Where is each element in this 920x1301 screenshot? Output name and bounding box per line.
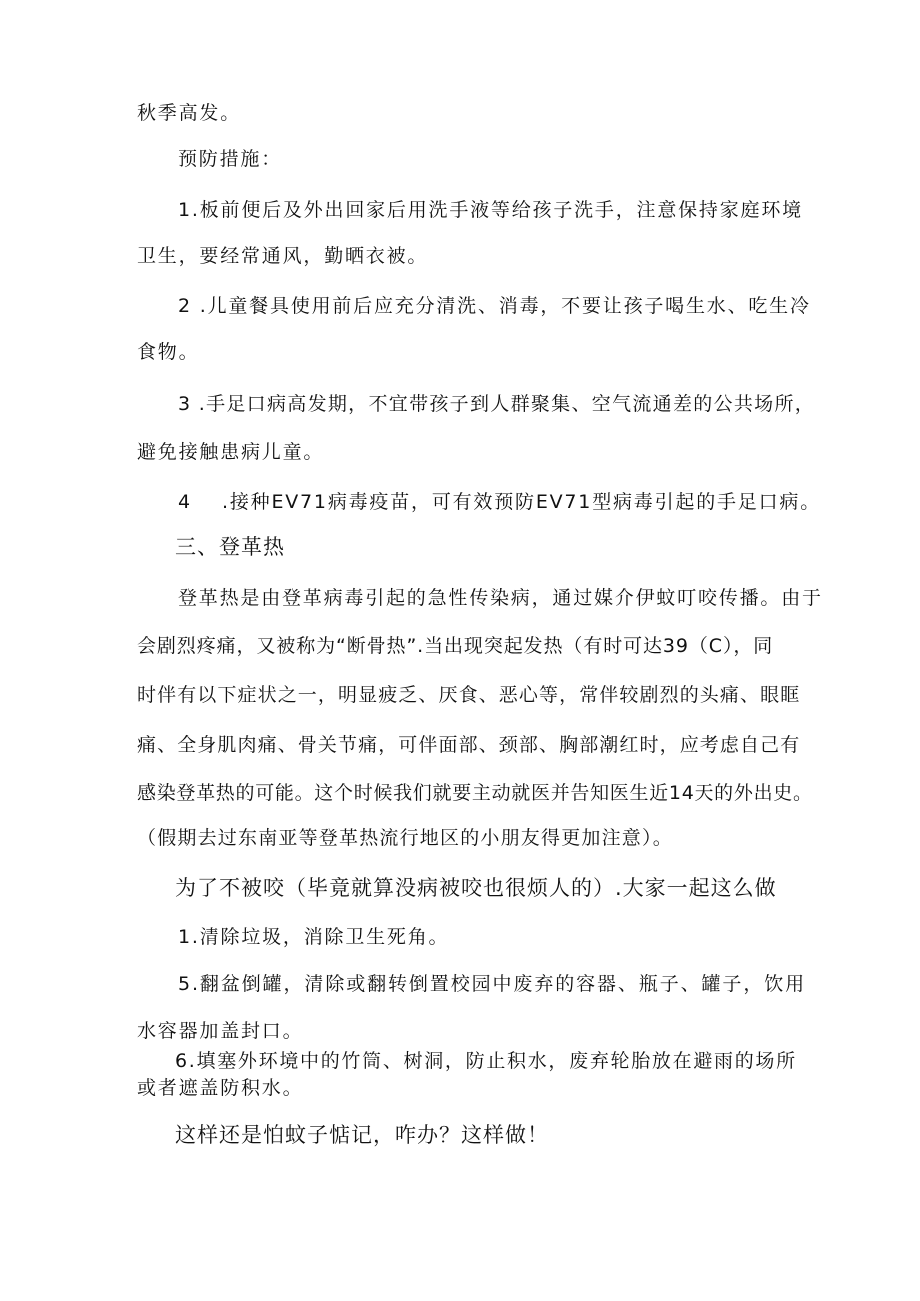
closing-line: 这样还是怕蚊子惦记，咋办？这样做！ [175,1123,549,1147]
paragraph-line: 痛、全身肌肉痛、骨关节痛，可伴面部、颈部、胸部潮红时，应考虑自己有 [137,734,801,756]
subheading-line: 为了不被咬（毕竟就算没病被咬也很烦人的）.大家一起这么做 [175,876,777,900]
list-number: 4 [178,491,192,513]
list-item-2: 2 .儿童餐具使用前后应充分清洗、消毒，不要让孩子喝生水、吃生冷 [178,295,811,317]
text-line: 水容器加盖封口。 [137,1020,304,1042]
paragraph-line: （假期去过东南亚等登革热流行地区的小朋友得更加注意）。 [137,827,673,849]
text-line: 秋季高发。 [137,102,242,124]
text-line: 食物。 [137,341,200,363]
paragraph-line: 登革热是由登革病毒引起的急性传染病，通过媒介伊蚊叮咬传播。由于 [178,587,823,609]
paragraph-line: 会剧烈疼痛，又被称为“断骨热”.当出现突起发热（有时可达39（C），同 [137,635,774,657]
list-item-3: 3 .手足口病高发期，不宜带孩子到人群聚集、空气流通差的公共场所， [178,393,816,415]
paragraph-line: 感染登革热的可能。这个时候我们就要主动就医并告知医生近14天的外出史。 [137,782,813,804]
text-line: 或者遮盖防积水。 [137,1077,304,1099]
list-item-4 [178,490,821,514]
list-item: 5.翻盆倒罐，清除或翻转倒置校园中废弃的容器、瓶子、罐子，饮用 [178,973,807,995]
list-item-4-text: .接种EV71病毒疫苗，可有效预防EV71型病毒引起的手足口病。 [222,491,821,513]
paragraph-line: 时伴有以下症状之一，明显疲乏、厌食、恶心等，常伴较剧烈的头痛、眼眶 [137,684,801,706]
list-item: 1.清除垃圾，消除卫生死角。 [178,926,450,948]
list-item-1: 1.板前便后及外出回家后用洗手液等给孩子洗手，注意保持家庭环境 [178,199,803,221]
section-heading-dengue: 三、登革热 [175,535,285,559]
list-item: 6.填塞外环境中的竹筒、树洞，防止积水，废弃轮胎放在避雨的场所 [175,1050,797,1072]
text-line: 卫生，要经常通风，勤晒衣被。 [137,245,429,267]
text-line: 避免接触患病儿童。 [137,441,325,463]
section-label-prevention: 预防措施： [178,148,283,170]
